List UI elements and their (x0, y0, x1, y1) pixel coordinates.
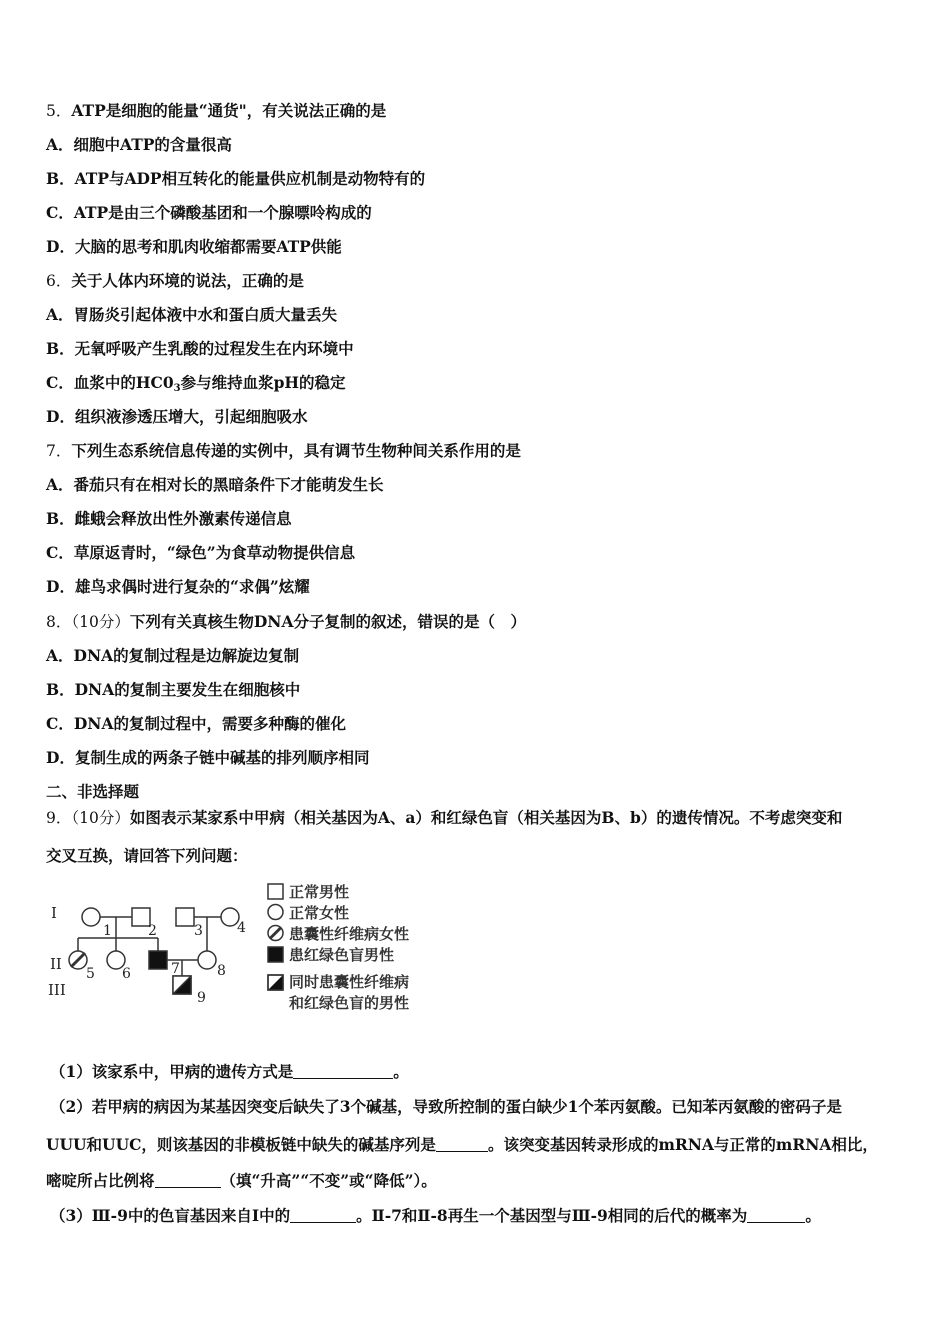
q9-stem-line1: 9．（10分）如图表示某家系中甲病（相关基因为A、a）和红绿色盲（相关基因为B、b）的遗传情况。不考虑突变和 (46, 808, 843, 827)
blank-gene-source[interactable] (290, 1206, 356, 1223)
q9-sub2-line2: UUU和UUC，则该基因的非模板链中缺失的碱基序列是 。该突变基因转录形成的mRNA与正常的mRNA相比， (46, 1135, 878, 1154)
individual-I-1 (82, 908, 100, 926)
ped-label-7: 7 (171, 961, 180, 977)
q7-option-b: B．雌蛾会释放出性外激素传递信息 (46, 509, 292, 528)
ped-label-9: 9 (197, 990, 206, 1006)
ped-label-2: 2 (148, 923, 157, 939)
q9-sub2-line1: （2）若甲病的病因为某基因突变后缺失了3个碱基，导致所控制的蛋白缺少1个苯丙氨酸。已知苯丙氨酸的密码子是 (50, 1097, 842, 1116)
legend-filled-male (268, 947, 283, 962)
legend-text-both-line2: 和红绿色盲的男性 (289, 994, 410, 1012)
legend-text-normal-female: 正常女性 (289, 904, 350, 922)
q5-stem: 5．ATP是细胞的能量“通货"，有关说法正确的是 (46, 101, 387, 120)
legend-text-normal-male: 正常男性 (289, 883, 350, 901)
pedigree-figure (40, 872, 440, 1022)
section-heading: 二、非选择题 (46, 782, 140, 801)
q9-stem-line2: 交叉互换，请回答下列问题： (46, 846, 248, 865)
q6-option-d: D．组织液渗透压增大，引起细胞吸水 (46, 407, 308, 426)
blank-probability[interactable] (747, 1206, 805, 1223)
q6-option-a: A．胃肠炎引起体液中水和蛋白质大量丢失 (46, 305, 338, 324)
ped-label-4: 4 (237, 920, 246, 936)
q8-option-a: A．DNA的复制过程是边解旋边复制 (46, 646, 300, 665)
q5-option-c: C．ATP是由三个磷酸基团和一个腺嘌呤构成的 (46, 203, 372, 222)
gen-label-I: I (51, 904, 57, 922)
gen-label-III: III (48, 981, 66, 999)
individual-II-8 (198, 951, 216, 969)
ped-label-6: 6 (122, 966, 131, 982)
ped-label-1: 1 (103, 923, 112, 939)
legend-circle-normal-female (268, 905, 283, 920)
q5-option-b: B．ATP与ADP相互转化的能量供应机制是动物特有的 (46, 169, 426, 188)
q6-option-c: C．血浆中的$HC0_3$参与维持血浆pH的稳定 (46, 373, 346, 394)
q5-option-d: D．大脑的思考和肌肉收缩都需要ATP供能 (46, 237, 342, 256)
q8-option-b: B．DNA的复制主要发生在细胞核中 (46, 680, 301, 699)
legend-text-cf-female: 患囊性纤维病女性 (289, 925, 410, 943)
q7-option-a: A．番茄只有在相对长的黑暗条件下才能萌发生长 (46, 475, 384, 494)
ped-label-5: 5 (86, 966, 95, 982)
q9-sub1: （1）该家系中，甲病的遗传方式是 。 (50, 1062, 409, 1081)
gen-label-II: II (50, 955, 62, 973)
q8-stem: 8．（10分）下列有关真核生物DNA分子复制的叙述，错误的是（ ） (46, 612, 526, 631)
blank-pyrimidine-ratio[interactable] (155, 1171, 221, 1188)
ped-label-3: 3 (194, 923, 203, 939)
legend-text-cb-male: 患红绿色盲男性 (289, 946, 395, 964)
legend-square-normal-male (268, 884, 283, 899)
q7-option-c: C．草原返青时，“绿色”为食草动物提供信息 (46, 543, 356, 562)
blank-base-sequence[interactable] (436, 1135, 488, 1152)
individual-II-7 (149, 951, 167, 969)
q7-option-d: D．雄鸟求偶时进行复杂的“求偶”炫耀 (46, 577, 310, 596)
q8-option-c: C．DNA的复制过程中，需要多种酶的催化 (46, 714, 346, 733)
q5-option-a: A．细胞中ATP的含量很高 (46, 135, 232, 154)
legend-text-both-line1: 同时患囊性纤维病 (289, 973, 410, 991)
q6-option-b: B．无氧呼吸产生乳酸的过程发生在内环境中 (46, 339, 354, 358)
q6-stem: 6．关于人体内环境的说法，正确的是 (46, 271, 304, 290)
q9-sub2-line3: 嘧啶所占比例将 （填“升高”“不变”或“降低”）。 (46, 1171, 437, 1190)
ped-label-8: 8 (217, 963, 226, 979)
q8-option-d: D．复制生成的两条子链中碱基的排列顺序相同 (46, 748, 370, 767)
individual-I-3 (176, 908, 194, 926)
q9-sub3: （3）Ⅲ-9中的色盲基因来自Ⅰ中的 。Ⅱ-7和Ⅱ-8再生一个基因型与Ⅲ-9相同的后代的概率为 。 (50, 1206, 821, 1225)
q7-stem: 7．下列生态系统信息传递的实例中，具有调节生物种间关系作用的是 (46, 441, 521, 460)
blank-inheritance-mode[interactable] (293, 1062, 393, 1079)
